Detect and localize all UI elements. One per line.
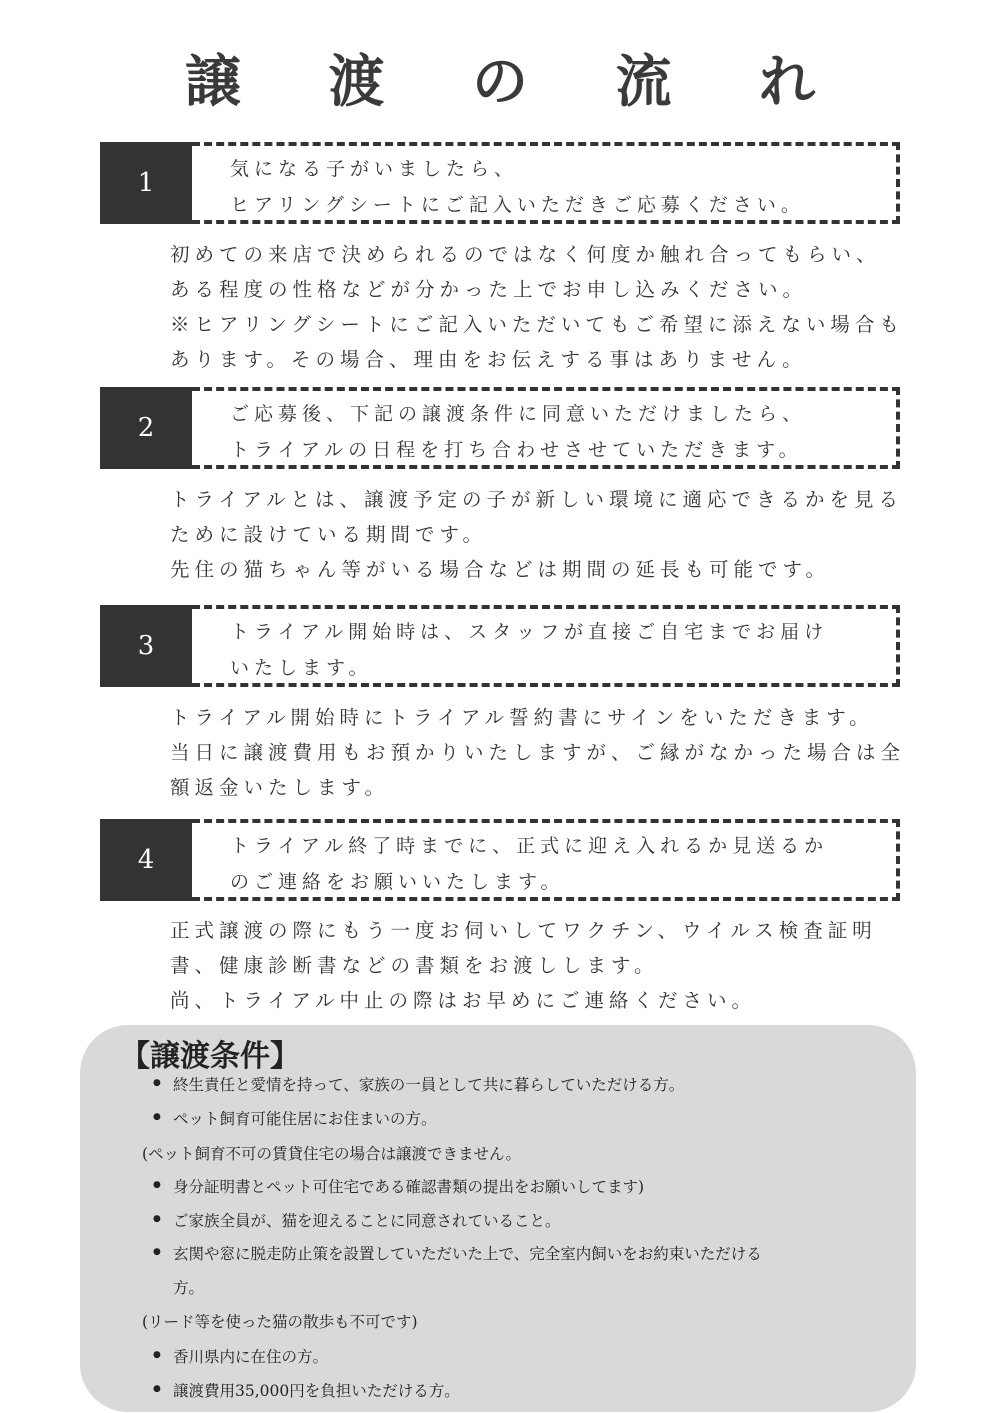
- description-line: 初めての来店で決められるのではなく何度か触れ合ってもらい、: [170, 243, 881, 266]
- condition-item: ● 香川県内に在住の方。: [173, 1345, 328, 1367]
- description-line: トライアルとは、譲渡予定の子が新しい環境に適応できるかを見る: [170, 488, 904, 511]
- step-3: [100, 605, 900, 687]
- step-headline-line: トライアル終了時までに、正式に迎え入れるか見送るか: [230, 835, 829, 857]
- step-headline-line: ヒアリングシートにご記入いただきご応募ください。: [230, 194, 805, 216]
- condition-item: ● 終生責任と愛情を持って、家族の一員として共に暮らしていただける方。: [173, 1073, 684, 1095]
- description-line: ある程度の性格などが分かった上でお申し込みください。: [170, 278, 808, 301]
- step-headline-line: いたします。: [230, 657, 373, 679]
- step-number-badge: 2: [100, 387, 192, 469]
- step-headline-line: のご連絡をお願いいたします。: [230, 871, 565, 893]
- step-number-badge: 3: [100, 605, 192, 687]
- step-headline-line: トライアル開始時は、スタッフが直接ご自宅までお届け: [230, 621, 829, 643]
- step-headline-box: [192, 387, 900, 469]
- description-line: 尚、トライアル中止の際はお早めにご連絡ください。: [170, 989, 757, 1012]
- step-headline-box: [192, 142, 900, 224]
- description-line: 当日に譲渡費用もお預かりいたしますが、ご縁がなかった場合は全: [170, 741, 906, 764]
- condition-item: ● 身分証明書とペット可住宅である確認書類の提出をお願いしてます): [173, 1175, 644, 1197]
- condition-note: (ペット飼育不可の賃貸住宅の場合は譲渡できません。: [142, 1145, 521, 1163]
- description-line: 先住の猫ちゃん等がいる場合などは期間の延長も可能です。: [170, 558, 830, 581]
- step-4-description: [170, 913, 970, 1018]
- condition-item-continuation: 方。: [173, 1279, 205, 1297]
- condition-item: ● ご家族全員が、猫を迎えることに同意されていること。: [173, 1209, 561, 1231]
- step-number-badge: 1: [100, 142, 192, 224]
- step-3-description: [170, 700, 970, 805]
- step-headline-line: トライアルの日程を打ち合わせさせていただきます。: [230, 439, 803, 461]
- page-title: 譲 渡 の 流 れ: [185, 49, 849, 115]
- conditions-heading: 【譲渡条件】: [120, 1039, 300, 1074]
- description-line: ために設けている期間です。: [170, 523, 487, 546]
- condition-item: ● 玄関や窓に脱走防止策を設置していただいた上で、完全室内飼いをお約束いただける: [173, 1242, 762, 1264]
- description-line: トライアル開始時にトライアル誓約書にサインをいただきます。: [170, 706, 874, 729]
- condition-note: (リード等を使った猫の散歩も不可です): [142, 1313, 418, 1331]
- step-1: [100, 142, 900, 224]
- description-line: 額返金いたします。: [170, 776, 389, 799]
- description-line: あります。その場合、理由をお伝えする事はありません。: [170, 348, 807, 371]
- step-4: [100, 819, 900, 901]
- conditions-panel: [80, 1025, 916, 1412]
- description-line: 正式譲渡の際にもう一度お伺いしてワクチン、ウイルス検査証明: [170, 919, 877, 942]
- step-2: [100, 387, 900, 469]
- step-2-description: [170, 482, 970, 587]
- step-headline-box: [192, 605, 900, 687]
- step-headline-box: [192, 819, 900, 901]
- description-line: ※ヒアリングシートにご記入いただいてもご希望に添えない場合も: [170, 313, 904, 336]
- step-1-description: [170, 237, 970, 377]
- step-headline-line: ご応募後、下記の譲渡条件に同意いただけましたら、: [230, 403, 807, 425]
- condition-item: ● ペット飼育可能住居にお住まいの方。: [173, 1107, 437, 1129]
- description-line: 書、健康診断書などの書類をお渡しします。: [170, 954, 659, 977]
- step-headline-line: 気になる子がいましたら、: [230, 158, 519, 180]
- condition-item: ● 譲渡費用35,000円を負担いただける方。: [173, 1379, 460, 1401]
- step-number-badge: 4: [100, 819, 192, 901]
